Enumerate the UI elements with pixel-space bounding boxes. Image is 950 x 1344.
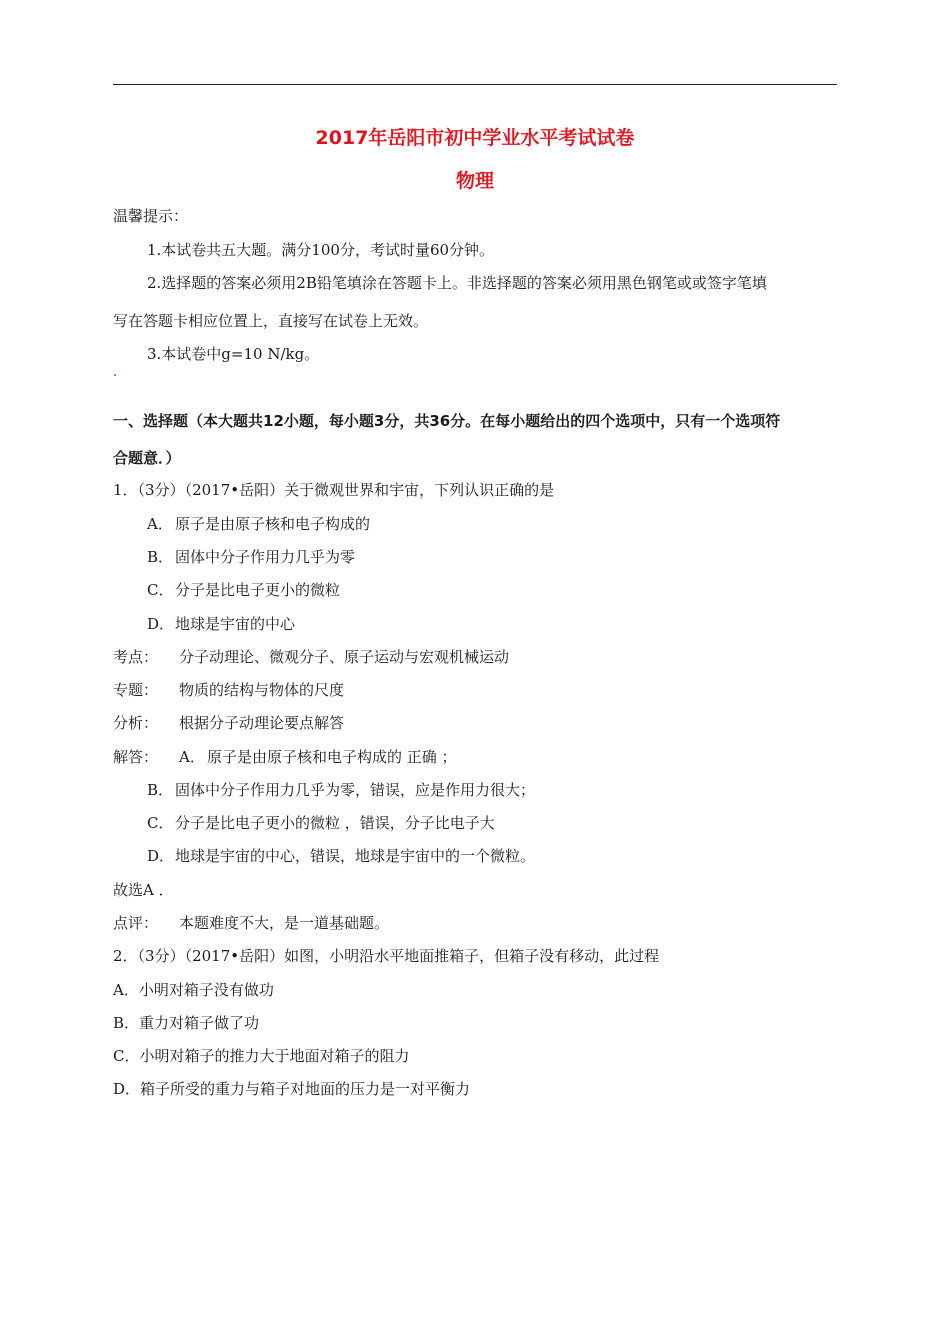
question-1-stem: 1．（3分）（2017•岳阳）关于微观世界和宇宙，下列认识正确的是 <box>113 481 555 499</box>
q1-option-b <box>147 547 355 567</box>
q1-choice: 故选A ． <box>113 881 174 899</box>
answer-letter: D． <box>147 847 175 865</box>
q1-option-d <box>147 614 295 634</box>
jieda-label: 解答： <box>113 748 159 766</box>
tips-heading: 温馨提示： <box>113 207 189 225</box>
subject-title: 物理 <box>455 170 494 192</box>
exam-title: 2017年岳阳市初中学业水平考试试卷 <box>315 127 635 149</box>
kaodian-text: 分子动理论、微观分子、原子运动与宏观机械运动 <box>179 648 510 666</box>
option-letter: B． <box>147 548 174 566</box>
option-letter: D． <box>147 615 175 633</box>
option-text: 原子是由原子核和电子构成的 <box>175 515 371 533</box>
q2-option-a: A．小明对箱子没有做功 <box>113 981 274 999</box>
q2-option-c: C．小明对箱子的推力大于地面对箱子的阻力 <box>113 1047 410 1065</box>
q1-answer-d <box>147 846 535 866</box>
section-heading: 一、选择题（本大题共12小题，每小题3分，共36分。在每小题给出的四个选项中，只有一个选项符 <box>113 412 781 430</box>
answer-letter: B． <box>147 781 174 799</box>
q1-zhuanti <box>113 680 344 700</box>
tip-2: 2.选择题的答案必须用2B铅笔填涂在答题卡上。非选择题的答案必须用黑色钢笔或或签字笔填 <box>147 274 767 292</box>
option-letter: A． <box>147 515 173 533</box>
q1-answer-b <box>147 780 535 800</box>
q1-kaodian <box>113 647 509 667</box>
header-rule <box>113 84 837 85</box>
answer-text: 固体中分子作用力几乎为零，错误，应是作用力很大； <box>175 781 536 799</box>
answer-text: 分子是比电子更小的微粒 ，错误，分子比电子大 <box>175 814 495 832</box>
tip-2-cont: 写在答题卡相应位置上，直接写在试卷上无效。 <box>113 312 429 330</box>
option-letter: C． <box>147 581 174 599</box>
option-text: 固体中分子作用力几乎为零 <box>175 548 356 566</box>
zhuanti-label: 专题： <box>113 681 159 699</box>
q1-answer-c <box>147 813 495 833</box>
q1-fenxi <box>113 713 344 733</box>
answer-text: 原子是由原子核和电子构成的 正确 ； <box>207 748 457 766</box>
option-text: 分子是比电子更小的微粒 <box>175 581 341 599</box>
dianping-label: 点评： <box>113 914 159 932</box>
answer-text: 地球是宇宙的中心，错误，地球是宇宙中的一个微粒。 <box>175 847 536 865</box>
q2-option-b: B．重力对箱子做了功 <box>113 1014 260 1032</box>
q1-option-c <box>147 580 340 600</box>
fenxi-text: 根据分子动理论要点解答 <box>179 714 345 732</box>
answer-letter: C． <box>147 814 174 832</box>
fenxi-label: 分析： <box>113 714 159 732</box>
tip-1: 1.本试卷共五大题。满分100分，考试时量60分钟。 <box>147 241 495 259</box>
q1-option-a <box>147 514 370 534</box>
section-heading-cont: 合题意．） <box>113 449 181 467</box>
stray-mark <box>114 374 116 376</box>
q1-jieda <box>113 747 457 767</box>
option-text: 地球是宇宙的中心 <box>175 615 296 633</box>
tip-3: 3.本试卷中g=10 N/kg。 <box>147 345 320 363</box>
q1-dianping <box>113 913 389 933</box>
q2-option-d: D．箱子所受的重力与箱子对地面的压力是一对平衡力 <box>113 1080 471 1098</box>
zhuanti-text: 物质的结构与物体的尺度 <box>179 681 345 699</box>
dianping-text: 本题难度不大，是一道基础题。 <box>179 914 390 932</box>
question-2-stem: 2．（3分）（2017•岳阳）如图，小明沿水平地面推箱子，但箱子没有移动，此过程 <box>113 947 660 965</box>
kaodian-label: 考点： <box>113 648 159 666</box>
answer-letter: A． <box>179 748 205 766</box>
